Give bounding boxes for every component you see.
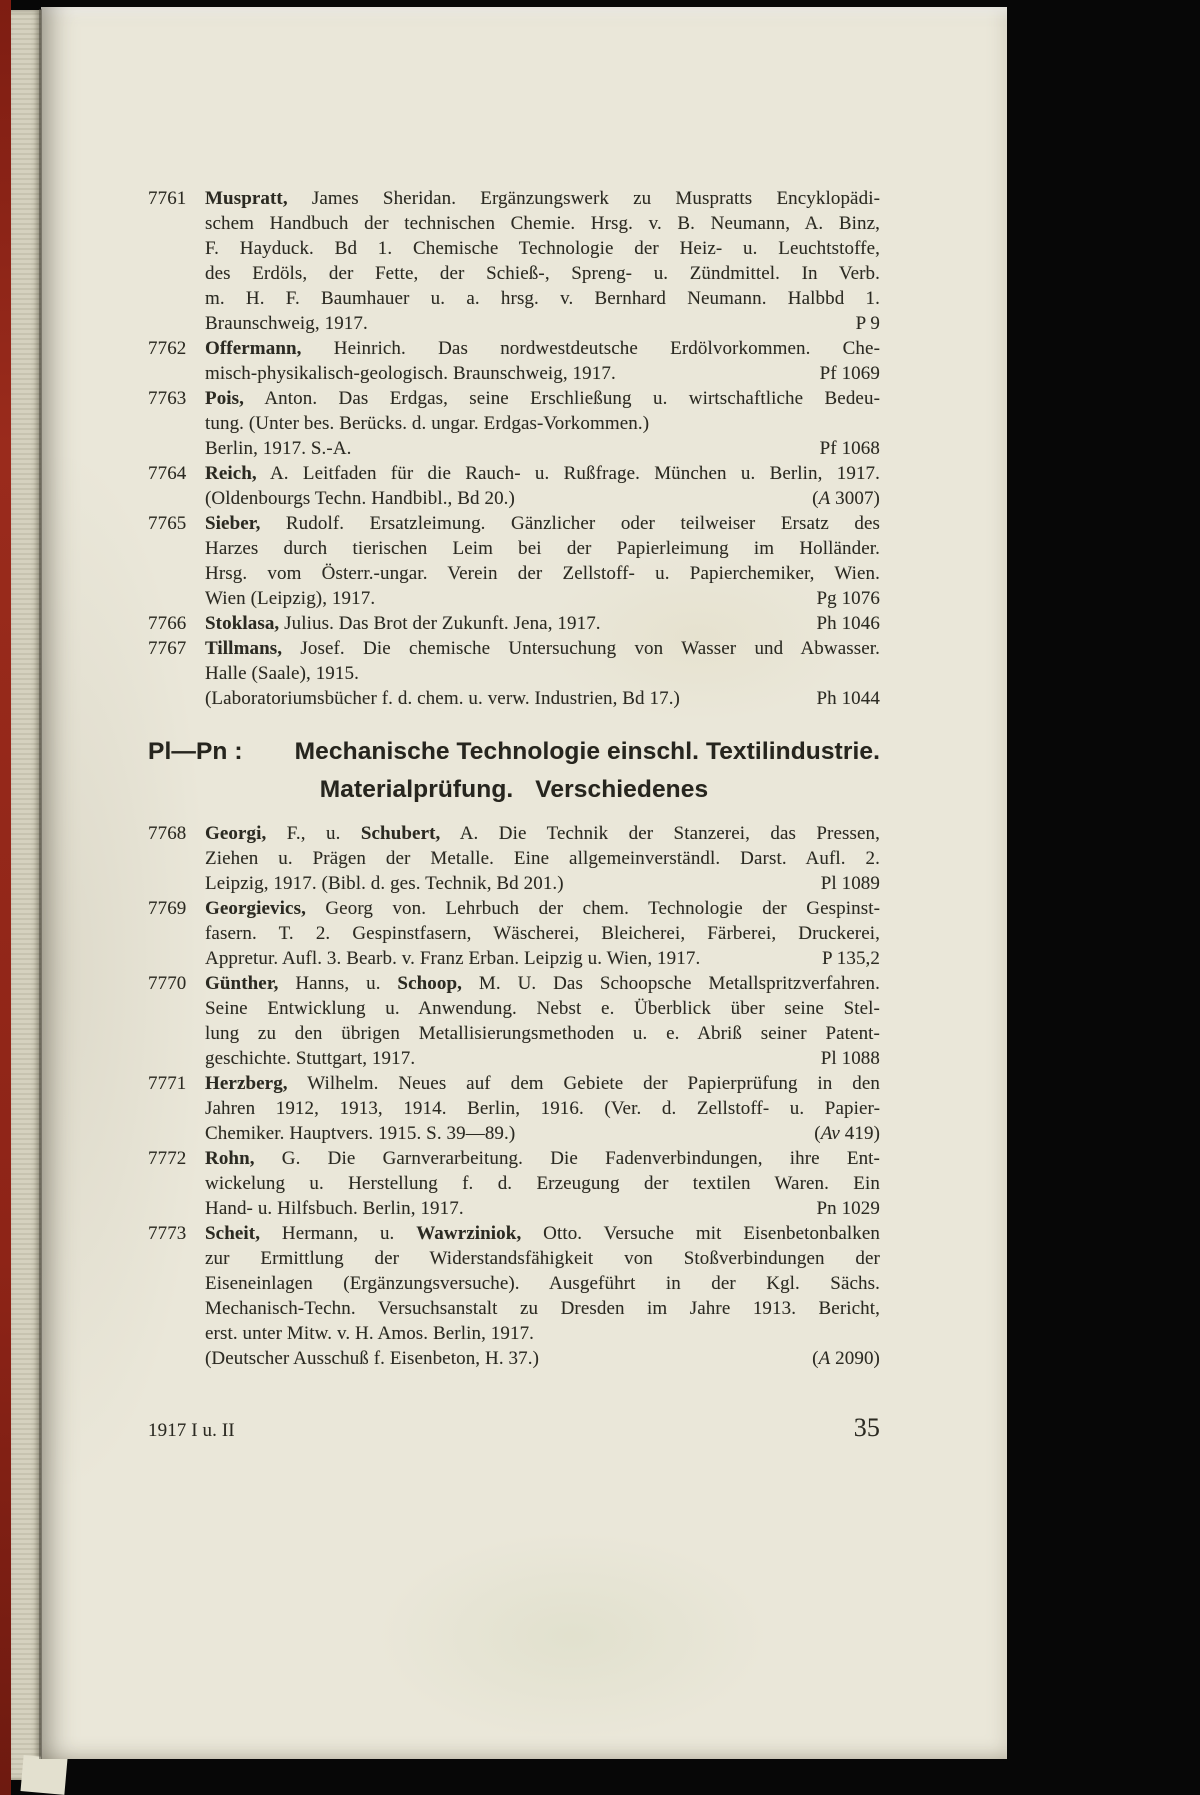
entry-text: Halle (Saale), 1915. — [205, 663, 359, 684]
entry-line — [205, 361, 880, 386]
entry-text: geschichte. Stuttgart, 1917. — [205, 1048, 416, 1069]
entry — [148, 1071, 880, 1146]
page-footer — [148, 1415, 880, 1443]
entry-body — [205, 336, 880, 386]
entry-text: schem Handbuch der technischen Chemie. Hrsg. v. B. Neumann, A. Binz, — [205, 213, 880, 234]
entry-text: Harzes durch tierischen Leim bei der Papierleimung im Holländer. — [205, 538, 880, 559]
classification-mark: (A 2090) — [812, 1348, 880, 1369]
classification-mark: Pl 1088 — [820, 1048, 880, 1069]
entry-text: Seine Entwicklung u. Anwendung. Nebst e. Überblick über seine Stel- — [205, 998, 880, 1019]
entry-text: Georgievics, Georg von. Lehrbuch der chem. Technologie der Gespinst- — [205, 898, 880, 919]
section-title: Mechanische Technologie einschl. Textilindustrie. — [294, 738, 880, 765]
entry-text: wickelung u. Herstellung f. d. Erzeugung der textilen Waren. Ein — [205, 1173, 880, 1194]
entry-number: 7766 — [148, 613, 187, 634]
classification-mark: (A 3007) — [812, 488, 880, 509]
entry-line — [205, 1046, 880, 1071]
page-number: 35 — [853, 1413, 880, 1442]
entry-body — [205, 186, 880, 336]
entry-line — [205, 436, 880, 461]
entry-line — [205, 1346, 880, 1371]
classification-mark: Pg 1076 — [816, 588, 880, 609]
entry-number: 7762 — [148, 338, 187, 359]
entry-number: 7761 — [148, 188, 187, 209]
entry — [148, 186, 880, 336]
entry-text: F. Hayduck. Bd 1. Chemische Technologie der Heiz- u. Leuchtstoffe, — [205, 238, 880, 259]
entry-line — [205, 1071, 880, 1096]
entry — [148, 971, 880, 1071]
entry-body — [205, 821, 880, 896]
entry-line — [205, 821, 880, 846]
entry-line — [205, 336, 880, 361]
entry-line — [205, 1221, 880, 1246]
entry-text: m. H. F. Baumhauer u. a. hrsg. v. Bernhard Neumann. Halbbd 1. — [205, 288, 880, 309]
entry-line — [205, 1096, 880, 1121]
entry — [148, 336, 880, 386]
entry-text: misch-physikalisch-geologisch. Braunschweig, 1917. — [205, 363, 616, 384]
entry-text: Braunschweig, 1917. — [205, 313, 368, 334]
section-range: Pl—Pn : — [148, 738, 243, 765]
classification-mark: Ph 1046 — [816, 613, 880, 634]
classification-mark: P 9 — [855, 313, 880, 334]
entry-text: Hand- u. Hilfsbuch. Berlin, 1917. — [205, 1198, 464, 1219]
entry-number: 7765 — [148, 513, 187, 534]
entry — [148, 821, 880, 896]
entry-line — [205, 1296, 880, 1321]
entry-line — [205, 896, 880, 921]
page-corner-highlight — [21, 1755, 68, 1795]
entry-line — [205, 1021, 880, 1046]
entry-text: zur Ermittlung der Widerstandsfähigkeit von Stoßverbindungen der — [205, 1248, 880, 1269]
book-edge-red — [0, 0, 11, 1795]
entry-body — [205, 611, 880, 636]
classification-mark: P 135,2 — [821, 948, 880, 969]
entry-line — [205, 611, 880, 636]
section-heading-line2 — [148, 771, 880, 809]
entry-number: 7771 — [148, 1073, 187, 1094]
entry-line — [205, 1171, 880, 1196]
classification-mark: Pl 1089 — [820, 873, 880, 894]
entry-line — [205, 1121, 880, 1146]
entry-line — [205, 846, 880, 871]
entry-line — [205, 1321, 880, 1346]
entry-line — [205, 686, 880, 711]
entry — [148, 461, 880, 511]
entry-text: Tillmans, Josef. Die chemische Untersuchung von Wasser und Abwasser. — [205, 638, 880, 659]
entry — [148, 611, 880, 636]
entry-text: Günther, Hanns, u. Schoop, M. U. Das Schoopsche Metallspritzverfahren. — [205, 973, 880, 994]
entry-text: erst. unter Mitw. v. H. Amos. Berlin, 1917. — [205, 1323, 535, 1344]
entry-number: 7770 — [148, 973, 187, 994]
section-subtitle-right: Verschiedenes — [535, 776, 709, 803]
entry-text: Stoklasa, Julius. Das Brot der Zukunft. Jena, 1917. — [205, 613, 601, 634]
entry-text: Leipzig, 1917. (Bibl. d. ges. Technik, Bd 201.) — [205, 873, 564, 894]
entry-text: Berlin, 1917. S.-A. — [205, 438, 352, 459]
entry-text: (Oldenbourgs Techn. Handbibl., Bd 20.) — [205, 488, 515, 509]
entry-number: 7767 — [148, 638, 187, 659]
entry-number: 7764 — [148, 463, 187, 484]
entry-number: 7769 — [148, 898, 187, 919]
entry-text: Eiseneinlagen (Ergänzungsversuche). Ausgeführt in der Kgl. Sächs. — [205, 1273, 880, 1294]
entry-line — [205, 461, 880, 486]
entry-text: Scheit, Hermann, u. Wawrziniok, Otto. Versuche mit Eisenbetonbalken — [205, 1223, 881, 1244]
entry-body — [205, 636, 880, 711]
classification-mark: Pn 1029 — [816, 1198, 880, 1219]
section-heading — [148, 733, 880, 809]
entry-text: Ziehen u. Prägen der Metalle. Eine allgemeinverständl. Darst. Aufl. 2. — [205, 848, 880, 869]
entry — [148, 511, 880, 611]
entry-line — [205, 871, 880, 896]
entry-line — [205, 411, 880, 436]
entry-line — [205, 286, 880, 311]
entry-body — [205, 971, 880, 1071]
entry-number: 7772 — [148, 1148, 187, 1169]
classification-mark: (Av 419) — [814, 1123, 880, 1144]
entry-text: Reich, A. Leitfaden für die Rauch- u. Rußfrage. München u. Berlin, 1917. — [205, 463, 880, 484]
entry-line — [205, 661, 880, 686]
entry-number: 7768 — [148, 823, 187, 844]
entry-text: lung zu den übrigen Metallisierungsmethoden u. e. Abriß seiner Patent- — [205, 1023, 880, 1044]
entry-number: 7773 — [148, 1223, 187, 1244]
entry-line — [205, 1196, 880, 1221]
entry-text: Hrsg. vom Österr.-ungar. Verein der Zellstoff- u. Papierchemiker, Wien. — [205, 563, 880, 584]
entry-body — [205, 1146, 880, 1221]
entry-line — [205, 186, 880, 211]
entry-line — [205, 536, 880, 561]
entry — [148, 1221, 880, 1371]
entry-text: Appretur. Aufl. 3. Bearb. v. Franz Erban. Leipzig u. Wien, 1917. — [205, 948, 701, 969]
entry-text: Offermann, Heinrich. Das nordwestdeutsche Erdölvorkommen. Che- — [205, 338, 880, 359]
entry-line — [205, 636, 880, 661]
classification-mark: Ph 1044 — [816, 688, 880, 709]
page-edge-stack — [11, 10, 41, 1780]
entry-text: Rohn, G. Die Garnverarbeitung. Die Fadenverbindungen, ihre Ent- — [205, 1148, 880, 1169]
entry-line — [205, 261, 880, 286]
entry-text: Herzberg, Wilhelm. Neues auf dem Gebiete der Papierprüfung in den — [205, 1073, 880, 1094]
entry — [148, 1146, 880, 1221]
entry-body — [205, 1221, 880, 1371]
entry — [148, 386, 880, 461]
page-fold-shadow — [39, 9, 42, 1759]
entry-text: Jahren 1912, 1913, 1914. Berlin, 1916. (Ver. d. Zellstoff- u. Papier- — [205, 1098, 880, 1119]
section-heading-line1 — [148, 733, 880, 771]
entry-body — [205, 461, 880, 511]
entry-list-top — [148, 186, 880, 711]
entry-text: Georgi, F., u. Schubert, A. Die Technik der Stanzerei, das Pressen, — [205, 823, 880, 844]
entry — [148, 636, 880, 711]
entry-line — [205, 236, 880, 261]
entry-text: (Deutscher Ausschuß f. Eisenbeton, H. 37.) — [205, 1348, 539, 1369]
entry-line — [205, 946, 880, 971]
entry-text: tung. (Unter bes. Berücks. d. ungar. Erdgas-Vorkommen.) — [205, 413, 650, 434]
entry-line — [205, 1271, 880, 1296]
entry-body — [205, 511, 880, 611]
entry-line — [205, 211, 880, 236]
classification-mark: Pf 1069 — [819, 363, 880, 384]
page-content — [148, 186, 880, 1443]
entry-list-bottom — [148, 821, 880, 1371]
entry — [148, 896, 880, 971]
entry-line — [205, 971, 880, 996]
footer-signature: 1917 I u. II — [148, 1420, 235, 1441]
entry-line — [205, 561, 880, 586]
entry-text: Sieber, Rudolf. Ersatzleimung. Gänzlicher oder teilweiser Ersatz des — [205, 513, 880, 534]
scanned-page — [41, 7, 1007, 1759]
entry-line — [205, 311, 880, 336]
entry-text: Chemiker. Hauptvers. 1915. S. 39—89.) — [205, 1123, 516, 1144]
classification-mark: Pf 1068 — [819, 438, 880, 459]
entry-body — [205, 1071, 880, 1146]
entry-line — [205, 1246, 880, 1271]
entry-text: Wien (Leipzig), 1917. — [205, 588, 376, 609]
entry-line — [205, 921, 880, 946]
entry-line — [205, 486, 880, 511]
entry-line — [205, 386, 880, 411]
entry-text: Muspratt, James Sheridan. Ergänzungswerk zu Muspratts Encyklopädi- — [205, 188, 880, 209]
section-subtitle-left: Materialprüfung. — [319, 776, 514, 803]
entry-body — [205, 386, 880, 461]
entry-text: (Laboratoriumsbücher f. d. chem. u. verw. Industrien, Bd 17.) — [205, 688, 680, 709]
entry-text: Mechanisch-Techn. Versuchsanstalt zu Dresden im Jahre 1913. Bericht, — [205, 1298, 880, 1319]
entry-line — [205, 586, 880, 611]
entry-text: Pois, Anton. Das Erdgas, seine Erschließung u. wirtschaftliche Bedeu- — [205, 388, 880, 409]
entry-body — [205, 896, 880, 971]
entry-line — [205, 1146, 880, 1171]
entry-line — [205, 996, 880, 1021]
entry-line — [205, 511, 880, 536]
entry-number: 7763 — [148, 388, 187, 409]
entry-text: des Erdöls, der Fette, der Schieß-, Spreng- u. Zündmittel. In Verb. — [205, 263, 880, 284]
entry-text: fasern. T. 2. Gespinstfasern, Wäscherei, Bleicherei, Färberei, Druckerei, — [205, 923, 880, 944]
